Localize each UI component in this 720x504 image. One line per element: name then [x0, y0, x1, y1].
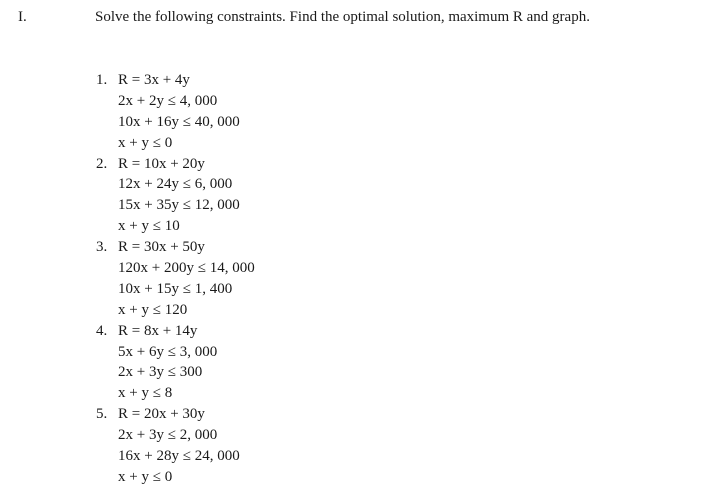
constraint: x + y ≤ 0: [118, 468, 173, 485]
problem-item: [96, 237, 255, 321]
objective-function: R = 20x + 30y: [118, 406, 205, 423]
constraint: 2x + 3y ≤ 300: [118, 364, 203, 381]
problem-number: 2.: [96, 155, 108, 172]
problem-number: 5.: [96, 406, 108, 423]
constraint: 10x + 15y ≤ 1, 400: [118, 280, 233, 297]
constraint: 16x + 28y ≤ 24, 000: [118, 448, 240, 465]
objective-function: R = 10x + 20y: [118, 155, 205, 172]
constraint: 120x + 200y ≤ 14, 000: [118, 260, 255, 277]
constraint: 15x + 35y ≤ 12, 000: [118, 197, 240, 214]
problem-list: [96, 70, 255, 488]
constraint: x + y ≤ 10: [118, 218, 180, 235]
objective-function: R = 8x + 14y: [118, 322, 198, 339]
constraint: x + y ≤ 0: [118, 134, 173, 151]
problem-item: [96, 70, 255, 154]
problem-item: [96, 154, 255, 238]
objective-function: R = 30x + 50y: [118, 239, 205, 256]
problem-item: [96, 321, 255, 405]
constraint: x + y ≤ 120: [118, 301, 188, 318]
constraint: 2x + 2y ≤ 4, 000: [118, 92, 218, 109]
constraint: 2x + 3y ≤ 2, 000: [118, 427, 218, 444]
problem-item: [96, 404, 255, 488]
constraint: 10x + 16y ≤ 40, 000: [118, 113, 240, 130]
problem-number: 1.: [96, 72, 108, 88]
objective-function: R = 3x + 4y: [118, 72, 190, 88]
constraint: 5x + 6y ≤ 3, 000: [118, 343, 218, 360]
problem-number: 3.: [96, 239, 108, 256]
problem-number: 4.: [96, 322, 108, 339]
instruction-text: Solve the following constraints. Find the optimal solution, maximum R and graph.: [95, 9, 590, 25]
constraint: 12x + 24y ≤ 6, 000: [118, 176, 233, 193]
constraint: x + y ≤ 8: [118, 385, 173, 402]
section-number: I.: [18, 9, 27, 25]
